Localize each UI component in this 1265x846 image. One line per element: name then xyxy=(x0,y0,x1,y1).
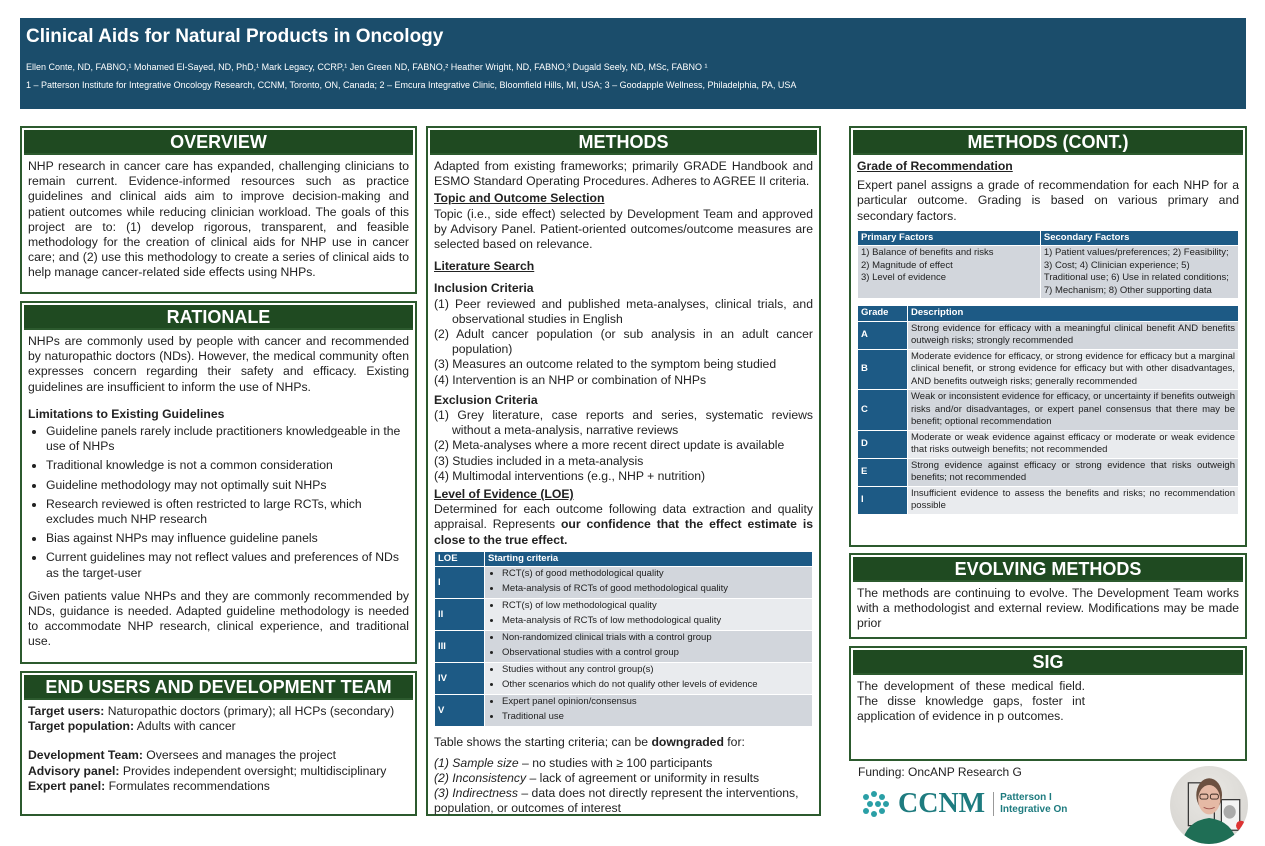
grade-description: Strong evidence for efficacy with a meaningful clinical benefit AND benefits outweigh risks; strongly recommended xyxy=(908,321,1239,349)
section-title: OVERVIEW xyxy=(24,130,413,155)
limitation-item: • Current guidelines may not reflect values and preferences of NDs as the target-user xyxy=(46,550,409,580)
overview-text: NHP research in cancer care has expanded, challenging clinicians to remain current. Evidence-informed resources such as practice guidelines and clinical aids aim to improve decision-making and patient outcomes while reducing clinician workload. The goals of this project are to: (1) develop rigorous, transparent, and feasible methodology for the creation of clinical aids for NHP use in cancer care; and (2) use this methodology to create a series of clinical aids to help manage cancer-related side effects using NHPs. xyxy=(28,159,409,280)
grade-letter: C xyxy=(858,390,908,431)
loe-criterion: • Meta-analysis of RCTs of low methodological quality xyxy=(502,615,809,628)
poster-title: Clinical Aids for Natural Products in Oncology xyxy=(26,26,444,47)
grade-row xyxy=(858,486,1239,514)
section-title: METHODS xyxy=(430,130,817,155)
loe-row: V • Expert panel opinion/consensus • Traditional use xyxy=(435,695,813,727)
grade-row xyxy=(858,430,1239,458)
downgrade-text: Table shows the starting criteria; can be downgraded for: xyxy=(434,735,745,750)
limitation-item: • Bias against NHPs may influence guideline panels xyxy=(46,531,409,546)
leaf-cluster-icon xyxy=(860,789,894,819)
end-user-item: Target population: Adults with cancer xyxy=(28,719,236,734)
exclusion-item: (3) Studies included in a meta-analysis xyxy=(434,453,644,468)
significance-section xyxy=(849,646,1247,761)
loe-table: LOE Starting criteria I • RCT(s) of good methodological quality • Meta-analysis of RCTs of good methodological quality II • RCT(s) of low methodological quality • Meta-analysis of RCTs of low methodological quality III • Non-randomized clinical trials with a control group • Observational studies with a control group IV • Studies without any control group(s) • Other scenarios which do not qualify other levels of evidence V • Expert panel opinion/consensus • Traditional use xyxy=(434,551,813,728)
limitation-item: • Guideline methodology may not optimally suit NHPs xyxy=(46,478,409,493)
grade-row xyxy=(858,321,1239,349)
loe-heading: Level of Evidence (LOE) xyxy=(434,487,574,502)
loe-criterion: • Traditional use xyxy=(502,711,809,724)
grade-letter: D xyxy=(858,430,908,458)
primary-factor: 2) Magnitude of effect xyxy=(861,259,953,271)
downgrade-item: (3) Indirectness – data does not directly represent the interventions, population, or outcomes of interest xyxy=(434,785,799,816)
end-user-item: Advisory panel: Provides independent oversight; multidisciplinary xyxy=(28,763,387,778)
grade-row xyxy=(858,390,1239,431)
section-title: END USERS AND DEVELOPMENT TEAM xyxy=(24,675,413,700)
loe-row: III • Non-randomized clinical trials with a control group • Observational studies with a control group xyxy=(435,631,813,663)
downgrade-item: (2) Inconsistency – lack of agreement or uniformity in results xyxy=(434,770,760,785)
section-title: EVOLVING METHODS xyxy=(853,557,1243,582)
loe-criterion: • Observational studies with a control group xyxy=(502,647,809,660)
grade-row xyxy=(858,349,1239,390)
significance-text: The development of these medical field. The disse knowledge gaps, foster int application of evidence in p outcomes. xyxy=(857,679,1085,724)
inclusion-item: (3) Measures an outcome related to the symptom being studied xyxy=(434,357,777,372)
inclusion-heading: Inclusion Criteria xyxy=(434,281,534,296)
exclusion-item: (1) Grey literature, case reports and series, systematic reviews without a meta-analysis, narrative reviews xyxy=(434,408,813,438)
grade-table: Grade Description A Strong evidence for efficacy with a meaningful clinical benefit AND benefits outweigh risks; strongly recommended B Moderate evidence for efficacy, or strong evidence for efficacy but a marginal clinical benefit, or strong evidence for efficacy but with other disadvantages, AND benefits outweigh risks; generally recommended C Weak or inconsistent evidence for efficacy, or uncertainty if benefits outweigh risks and/or disadvantages, or expert panel consensus that there may be benefit; optional recommendation D Moderate or weak evidence against efficacy or moderate or weak evidence that risks outweigh benefits; not recommended E Strong evidence against efficacy or strong evidence that risks outweigh benefits; not recommended I Insufficient evidence to assess the benefits and risks; no recommendation possible xyxy=(857,305,1239,515)
loe-criterion: • RCT(s) of low methodological quality xyxy=(502,600,809,613)
rationale-conclusion: Given patients value NHPs and they are commonly recommended by NDs, guidance is needed. Adapted guideline methodology is needed to accommodate NHP research, clinical experience, and traditional use. xyxy=(28,588,409,649)
section-title: SIG xyxy=(853,650,1243,675)
ccnm-logo: CCNM Patterson I Integrative On xyxy=(860,788,1067,820)
loe-criterion: • Non-randomized clinical trials with a control group xyxy=(502,632,809,645)
rationale-section xyxy=(20,301,417,664)
grade-description: Moderate or weak evidence against efficacy or moderate or weak evidence that risks outweigh benefits; not recommended xyxy=(908,430,1239,458)
grade-letter: E xyxy=(858,458,908,486)
funding-text: Funding: OncANP Research G xyxy=(858,765,1022,779)
grade-description: Strong evidence against efficacy or strong evidence that risks outweigh benefits; not recommended xyxy=(908,458,1239,486)
exclusion-heading: Exclusion Criteria xyxy=(434,392,538,407)
limitation-item: • Guideline panels rarely include practitioners knowledgeable in the use of NHPs xyxy=(46,424,409,454)
grade-letter: I xyxy=(858,486,908,514)
limitations-heading: Limitations to Existing Guidelines xyxy=(28,406,225,421)
loe-row: IV • Studies without any control group(s) • Other scenarios which do not qualify other levels of evidence xyxy=(435,663,813,695)
loe-criterion: • Expert panel opinion/consensus xyxy=(502,696,809,709)
affiliations: 1 – Patterson Institute for Integrative Oncology Research, CCNM, Toronto, ON, Canada; 2 – Emcura Integrative Clinic, Bloomfield Hills, MI, USA; 3 – Goodapple Wellness, Philadelphia, PA, USA xyxy=(26,80,797,90)
end-user-item: Target users: Naturopathic doctors (primary); all HCPs (secondary) xyxy=(28,704,395,718)
section-title: METHODS (CONT.) xyxy=(853,130,1243,155)
grade-heading: Grade of Recommendation xyxy=(857,159,1013,173)
methods-intro: Adapted from existing frameworks; primarily GRADE Handbook and ESMO Standard Operating Procedures. Adheres to AGREE II criteria. xyxy=(434,159,813,189)
rationale-intro: NHPs are commonly used by people with cancer and recommended by naturopathic doctors (NDs). However, the medical community often expresses concern regarding their safety and efficacy. Existing guidelines are insufficient to inform the use of NHPs. xyxy=(28,334,409,394)
secondary-factors: 1) Patient values/preferences; 2) Feasibility; 3) Cost; 4) Clinician experience; 5) Traditional use; 6) Use in related conditions; 7) Mechanism; 8) Other supporting data xyxy=(1040,246,1238,299)
inclusion-item: (1) Peer reviewed and published meta-analyses, clinical trials, and observational studies in English xyxy=(434,296,813,326)
loe-text: Determined for each outcome following data extraction and quality appraisal. Represents our confidence that the effect estimate is close to the true effect. xyxy=(434,502,813,547)
factors-table: Primary Factors Secondary Factors 1) Balance of benefits and risks 2) Magnitude of effect 3) Level of evidence 1) Patient values/preferences; 2) Feasibility; 3) Cost; 4) Clinician experience; 5) Traditional use; 6) Use in related conditions; 7) Mechanism; 8) Other supporting data xyxy=(857,230,1239,300)
poster-header xyxy=(20,18,1246,109)
grade-letter: B xyxy=(858,349,908,390)
primary-factor: 3) Level of evidence xyxy=(861,272,947,284)
topic-heading: Topic and Outcome Selection xyxy=(434,191,605,206)
grade-row xyxy=(858,458,1239,486)
limitation-item: • Traditional knowledge is not a common consideration xyxy=(46,458,409,473)
loe-row: II • RCT(s) of low methodological quality • Meta-analysis of RCTs of low methodological quality xyxy=(435,599,813,631)
loe-row: I • RCT(s) of good methodological quality • Meta-analysis of RCTs of good methodological quality xyxy=(435,567,813,599)
presenter-webcam xyxy=(1170,766,1248,844)
presenter-video-icon xyxy=(1170,766,1248,844)
grade-description: Weak or inconsistent evidence for efficacy, or uncertainty if benefits outweigh risks and/or disadvantages, or expert panel consensus that there may be benefit; optional recommendation xyxy=(908,390,1239,431)
lit-heading: Literature Search xyxy=(434,259,535,274)
grade-description: Moderate evidence for efficacy, or strong evidence for efficacy but a marginal clinical benefit, or strong evidence for efficacy but with other disadvantages, AND benefits outweigh risks; generally recommended xyxy=(908,349,1239,390)
evolving-text: The methods are continuing to evolve. The Development Team works with a methodologist and external review. Modifications may be made prior xyxy=(857,586,1239,631)
loe-criterion: • RCT(s) of good methodological quality xyxy=(502,568,809,581)
evolving-section xyxy=(849,553,1247,639)
overview-section xyxy=(20,126,417,294)
grade-letter: A xyxy=(858,321,908,349)
methods-section xyxy=(426,126,821,816)
primary-factor: 1) Balance of benefits and risks xyxy=(861,247,994,259)
end-user-item: Expert panel: Formulates recommendations xyxy=(28,778,270,793)
downgrade-item: (1) Sample size – no studies with ≥ 100 participants xyxy=(434,755,713,770)
topic-text: Topic (i.e., side effect) selected by Development Team and approved by Advisory Panel. Patient-oriented outcomes/outcome measures are selected based on relevance. xyxy=(434,206,813,252)
limitation-item: • Research reviewed is often restricted to large RCTs, which excludes much NHP research xyxy=(46,497,409,527)
methods-cont-section xyxy=(849,126,1247,547)
section-title: RATIONALE xyxy=(24,305,413,330)
grade-description: Insufficient evidence to assess the benefits and risks; no recommendation possible xyxy=(908,486,1239,514)
inclusion-item: (4) Intervention is an NHP or combination of NHPs xyxy=(434,372,707,387)
inclusion-item: (2) Adult cancer population (or sub analysis in an adult cancer population) xyxy=(434,327,813,357)
loe-criterion: • Studies without any control group(s) xyxy=(502,664,809,677)
exclusion-item: (2) Meta-analyses where a more recent direct update is available xyxy=(434,438,785,453)
exclusion-item: (4) Multimodal interventions (e.g., NHP + nutrition) xyxy=(434,468,706,483)
grade-text: Expert panel assigns a grade of recommendation for each NHP for a particular outcome. Grading is based on various primary and secondary factors. xyxy=(857,178,1239,223)
loe-criterion: • Other scenarios which do not qualify other levels of evidence xyxy=(502,679,809,692)
loe-criterion: • Meta-analysis of RCTs of good methodological quality xyxy=(502,583,809,596)
end-user-item: Development Team: Oversees and manages the project xyxy=(28,748,336,763)
end-users-section xyxy=(20,671,417,816)
authors: Ellen Conte, ND, FABNO,¹ Mohamed El-Sayed, ND, PhD,¹ Mark Legacy, CCRP,¹ Jen Green ND, FABNO,² Heather Wright, ND, FABNO,³ Dugald Seely, ND, MSc, FABNO ¹ xyxy=(26,62,708,72)
